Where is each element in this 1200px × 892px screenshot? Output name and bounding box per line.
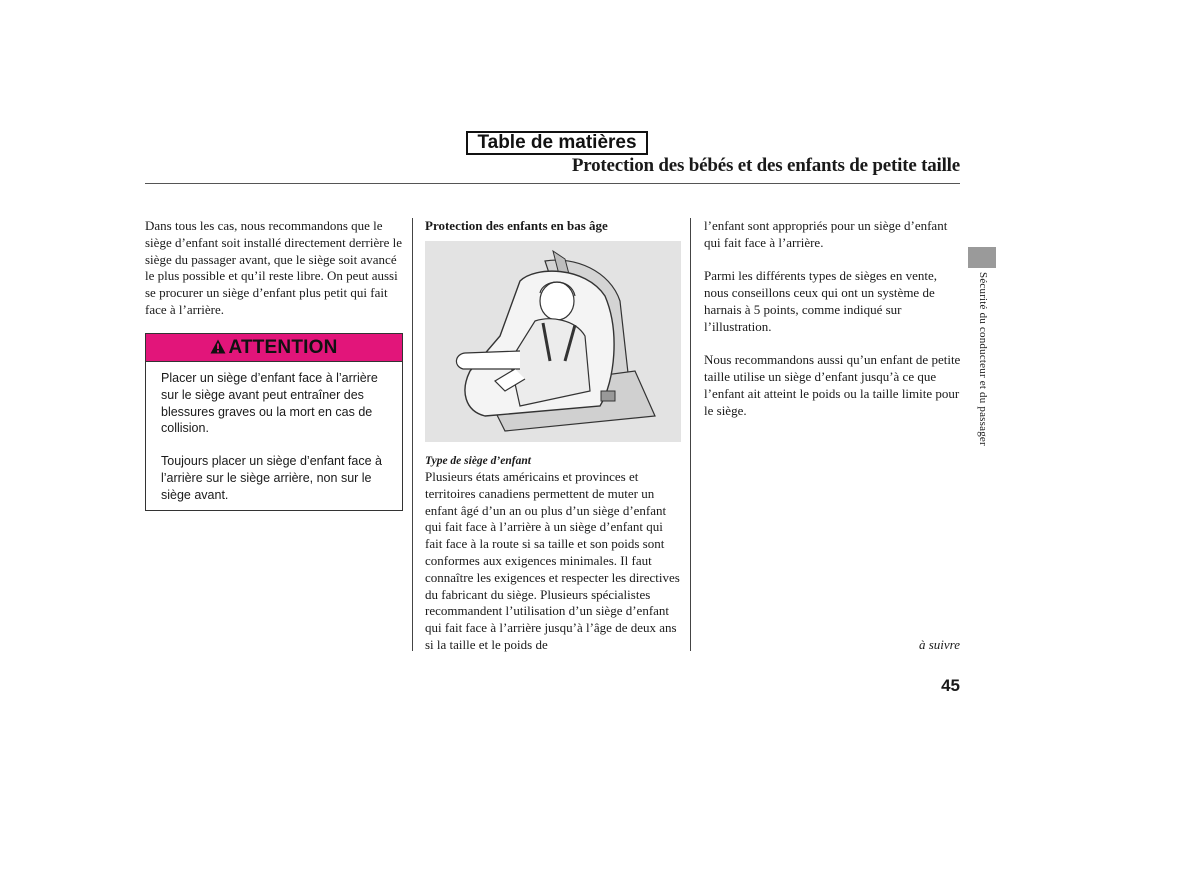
attention-warning-box: [145, 333, 403, 511]
column-3-text: [704, 218, 964, 420]
child-seat-image: [425, 241, 681, 442]
attention-label: ATTENTION: [228, 337, 338, 358]
section-heading: Protection des enfants en bas âge: [425, 218, 608, 233]
page-number: 45: [941, 676, 960, 695]
attention-body: [146, 362, 402, 504]
section-tab-label: Sécurité du conducteur et du passager: [977, 272, 989, 446]
warning-paragraph: Toujours placer un siège d’enfant face à l’arrière sur le siège arrière, non sur le siège avant.: [161, 454, 382, 502]
body-paragraph: Nous recommandons aussi qu’un enfant de petite taille utilise un siège d’enfant jusqu’à ce que l’enfant ait atteint le poids ou la taille limite pour le siège.: [704, 352, 961, 418]
child-seat-illustration: [425, 241, 681, 442]
table-of-contents-button[interactable]: Table de matières: [466, 131, 648, 155]
body-paragraph: l’enfant sont appropriés pour un siège d’enfant qui fait face à l’arrière.: [704, 218, 948, 250]
continued-label: à suivre: [918, 637, 960, 652]
body-paragraph: Parmi les différents types de sièges en vente, nous conseillons ceux qui ont un système de harnais à 5 points, comme indiqué sur l’illustration.: [704, 268, 937, 334]
illustration-caption: Type de siège d’enfant: [425, 455, 531, 467]
warning-paragraph: Placer un siège d’enfant face à l’arrière sur le siège avant peut entraîner des blessures graves ou la mort en cas de collision.: [161, 371, 378, 436]
column-1-text: [145, 218, 403, 319]
header-divider: [145, 183, 960, 184]
intro-paragraph: Dans tous les cas, nous recommandons que le siège d’enfant soit installé directement derrière le siège du passager avant, que le siège soit avancé le plus possible et qu’il reste libre. On peut aussi se procurer un siège d’enfant plus petit qui fait face à l’arrière.: [145, 218, 402, 317]
column-2-text: [425, 469, 681, 654]
warning-triangle-icon: [210, 339, 226, 354]
attention-header: [146, 334, 402, 362]
section-tab-marker: [968, 247, 996, 268]
page-title: Protection des bébés et des enfants de petite taille: [571, 155, 960, 176]
column-divider: [690, 218, 691, 651]
body-paragraph: Plusieurs états américains et provinces et territoires canadiens permettent de muter un enfant âgé d’un an ou plus d’un siège d’enfant qui fait face à l’arrière à un siège d’enfant qui fait face à la route si sa taille et son poids sont conformes aux exigences minimales. Il faut connaître les exigences et respecter les directives du fabricant du siège. Plusieurs spécialistes recommandent l’utilisation d’un siège d’enfant qui fait face à l’arrière jusqu’à l’âge de deux ans si la taille et le poids de: [425, 469, 680, 652]
column-divider: [412, 218, 413, 651]
